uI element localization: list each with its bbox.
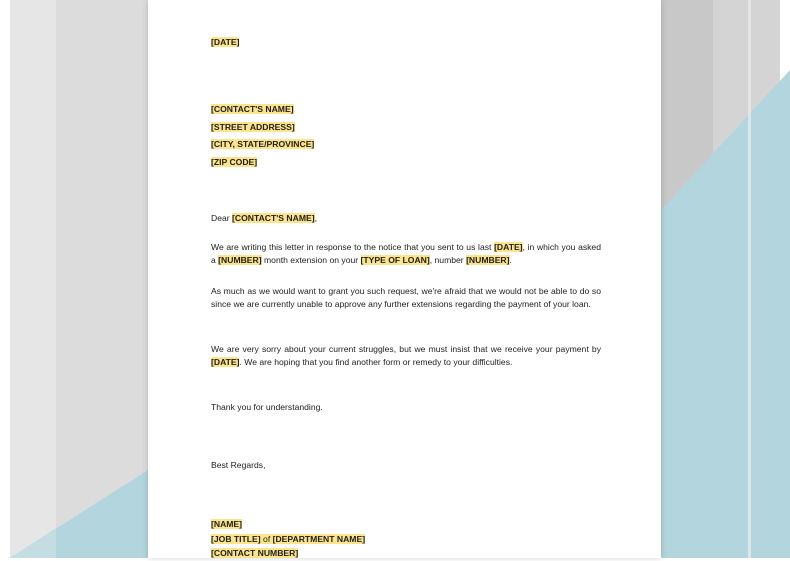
recipient-name: [CONTACT'S NAME] (211, 104, 294, 114)
recipient-street: [STREET ADDRESS] (211, 121, 295, 132)
sender-contact-number: [CONTACT NUMBER] (211, 548, 299, 558)
sender-department: [DEPARTMENT NAME] (272, 533, 366, 544)
paragraph-denial: As much as we would want to grant you such request, we're afraid that we would not be able to do so since we are currently unable to approve any further extensions regarding the payment of your loan. (211, 286, 601, 309)
date-field: [DATE] (211, 37, 240, 47)
paragraph-apology: We are very sorry about your current struggles, but we must insist that we receive your payment by [DATE]. We are hoping that you find another form or remedy to your difficulties. (211, 344, 601, 367)
recipient-zip: [ZIP CODE] (211, 156, 258, 167)
loan-number-field: [NUMBER] (466, 254, 510, 265)
recipient-city: [CITY, STATE/PROVINCE] (211, 139, 315, 149)
payment-date-field: [DATE] (211, 356, 240, 367)
closing-line: Best Regards, (211, 460, 266, 470)
sender-name: [NAME] (211, 519, 243, 529)
sender-job-title: [JOB TITLE] (211, 533, 261, 544)
paragraph-request: We are writing this letter in response to the notice that you sent to us last [DATE], in which you asked a [NUMBER] month extension on your [TYPE OF LOAN], number [NUMBER]. (211, 242, 601, 265)
thanks-line: Thank you for understanding. (211, 402, 323, 412)
salutation-name: [CONTACT'S NAME] (232, 213, 315, 223)
recipient-address (211, 101, 601, 171)
notice-date-field: [DATE] (494, 242, 523, 252)
months-number-field: [NUMBER] (218, 254, 262, 265)
salutation: Dear [CONTACT'S NAME], (211, 213, 317, 223)
date-line (211, 36, 601, 49)
loan-type-field: [TYPE OF LOAN] (360, 254, 430, 265)
signature-block: [NAME] [JOB TITLE] of [DEPARTMENT NAME] [CONTACT NUMBER] (211, 519, 366, 558)
letter-page (148, 0, 661, 558)
